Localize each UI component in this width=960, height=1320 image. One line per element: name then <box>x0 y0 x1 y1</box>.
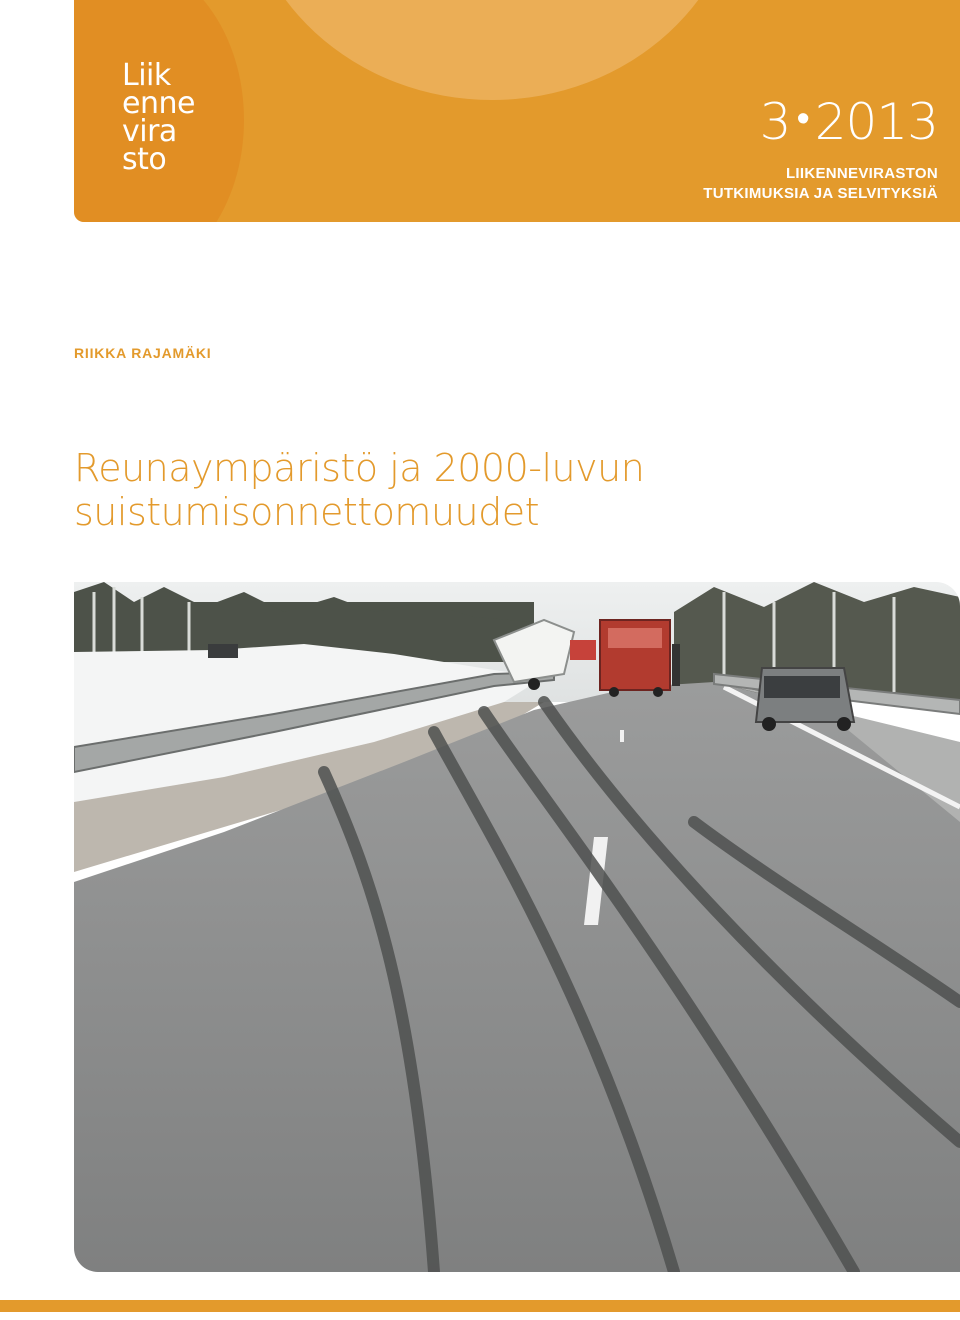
cover-header-band <box>74 0 960 222</box>
accident-scene-illustration <box>74 582 960 1272</box>
red-car <box>570 640 596 660</box>
title-line-1: Reunaympäristö ja 2000-luvun <box>74 446 645 490</box>
author-name: RIIKKA RAJAMÄKI <box>74 345 212 361</box>
logo-line-4: sto <box>122 142 167 177</box>
title-line-2: suistumisonnettomuudet <box>74 490 540 534</box>
logo-line-3: vira <box>122 114 177 149</box>
station-wagon <box>756 668 854 731</box>
series-name <box>703 164 938 204</box>
decorative-circle <box>242 0 742 100</box>
series-line-1: LIIKENNEVIRASTON <box>785 165 938 182</box>
fire-truck <box>600 620 670 697</box>
firefighter <box>672 644 680 686</box>
liikennevirasto-logo <box>122 58 195 177</box>
bottom-accent-bar <box>0 1300 960 1312</box>
cover-photo <box>74 582 960 1272</box>
issue-year: 2013 <box>814 93 938 151</box>
distant-car <box>208 644 238 658</box>
issue-number <box>760 90 938 150</box>
report-title <box>74 446 644 534</box>
lane-dash-2 <box>620 730 624 742</box>
logo-line-2: enne <box>122 86 195 121</box>
issue-num: 3 <box>759 93 791 151</box>
series-line-2: TUTKIMUKSIA JA SELVITYKSIÄ <box>703 185 938 202</box>
issue-separator: • <box>796 96 809 140</box>
logo-line-1: Liik <box>122 58 171 93</box>
